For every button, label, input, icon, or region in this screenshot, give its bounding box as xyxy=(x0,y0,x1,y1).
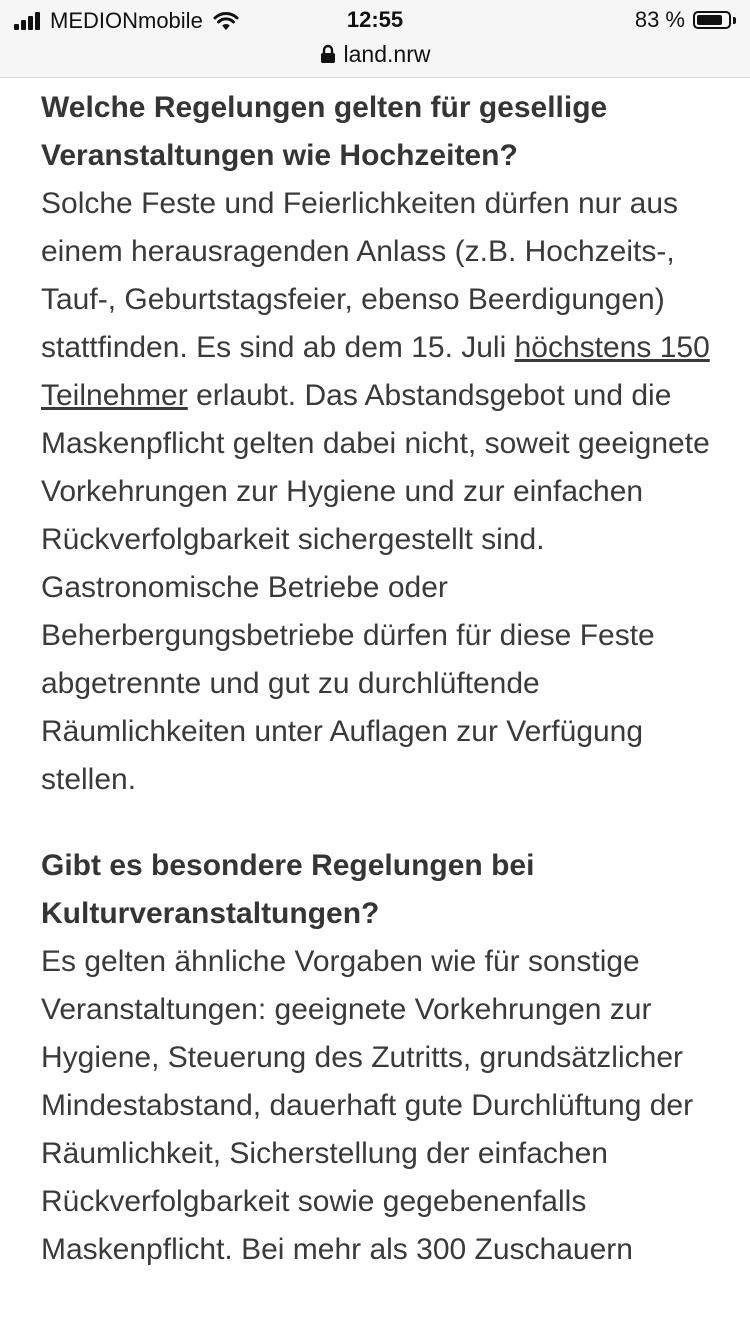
answer-text: erlaubt. Das Abstandsgebot und die Maskenpflicht gelten dabei nicht, soweit geeignete Vorkehrungen zur Hygiene und zur einfachen Rückverfolgbarkeit sichergestellt sind. Gastronomische Betriebe oder Beherbergungsbetriebe dürfen für diese Feste abgetrennte und gut zu durchlüftende Räumlichkeiten unter Auflagen zur Verfügung stellen. xyxy=(41,379,710,796)
status-bar-right xyxy=(635,7,736,33)
participants-limit-link[interactable]: höchstens 150 Teilnehmer xyxy=(41,331,710,412)
status-bar xyxy=(0,0,750,40)
faq-question: Welche Regelungen gelten für gesellige Veranstaltungen wie Hochzeiten? xyxy=(41,91,608,172)
battery-nub xyxy=(733,17,736,24)
battery-icon xyxy=(693,11,731,29)
url-bar[interactable] xyxy=(0,38,750,70)
battery-percentage: 83 % xyxy=(634,7,685,32)
faq-section-weddings xyxy=(41,84,716,804)
answer-text: Solche Feste und Feierlichkeiten dürfen nur aus einem herausragenden Anlass (z.B. Hochzeits-, Tauf-, Geburtstagsfeier, ebenso Beerdigungen) stattfinden. Es sind ab dem 15. Juli xyxy=(41,187,679,364)
url-text: land.nrw xyxy=(343,40,431,67)
battery-level-fill xyxy=(697,15,722,25)
browser-chrome xyxy=(0,0,750,78)
faq-section-culture xyxy=(41,842,716,1274)
lock-icon xyxy=(320,44,336,64)
faq-answer xyxy=(41,180,716,804)
faq-question: Gibt es besondere Regelungen bei Kulturveranstaltungen? xyxy=(41,849,535,930)
carrier-name: MEDIONmobile xyxy=(50,8,203,33)
status-bar-time: 12:55 xyxy=(346,7,404,32)
faq-answer: Es gelten ähnliche Vorgaben wie für sonstige Veranstaltungen: geeignete Vorkehrungen zur Hygiene, Steuerung des Zutritts, grundsätzlicher Mindestabstand, dauerhaft gute Durchlüftung der Räumlichkeit, Sicherstellung der einfachen Rückverfolgbarkeit sowie gegebenenfalls Maskenpflicht. Bei mehr als 300 Zuschauern xyxy=(41,945,694,1266)
page-content xyxy=(41,84,716,1312)
